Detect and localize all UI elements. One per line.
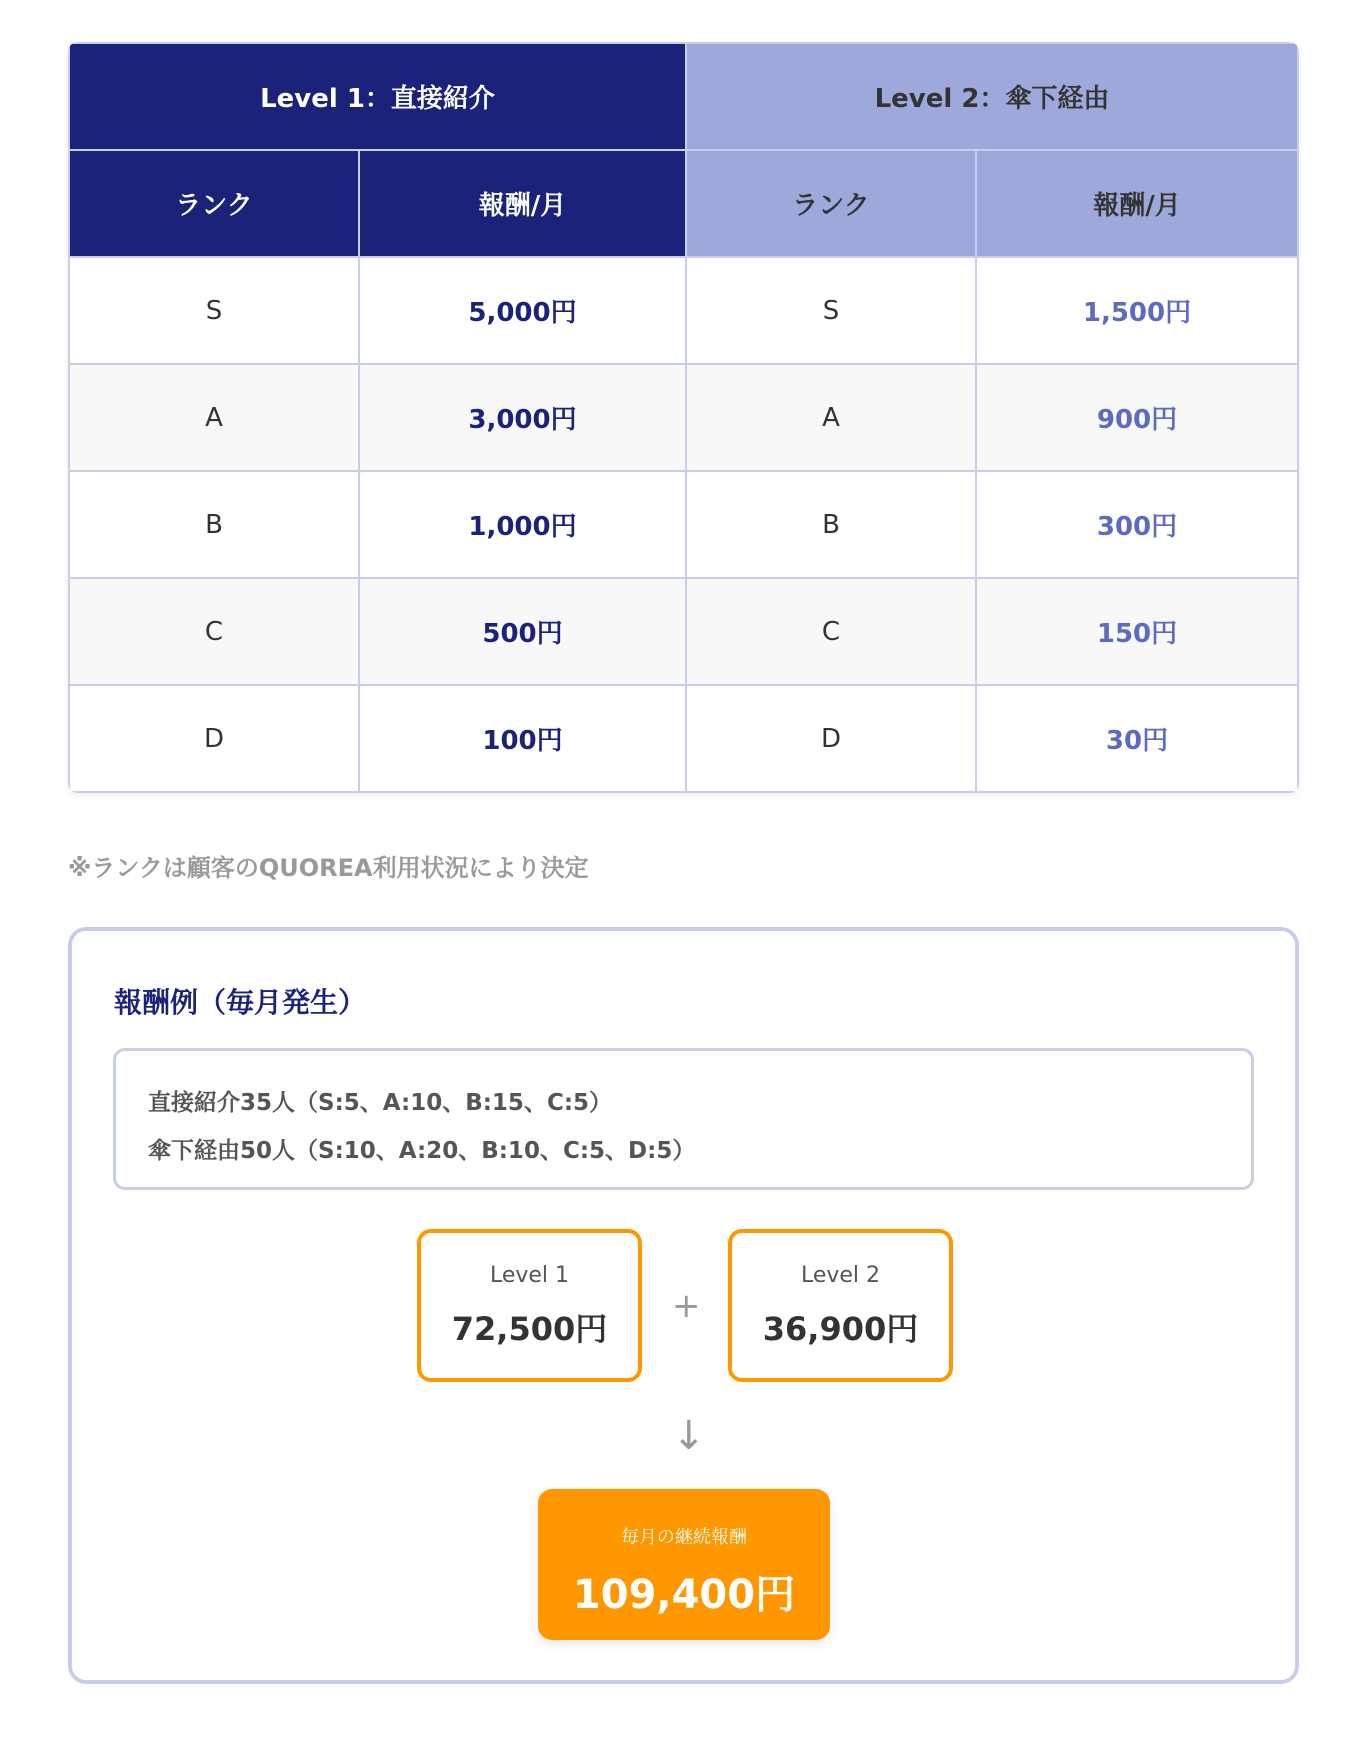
rank: C — [69, 578, 359, 685]
example-conditions — [113, 1048, 1254, 1190]
plus-icon: + — [672, 1286, 701, 1326]
rank: B — [686, 471, 976, 578]
rank: B — [69, 471, 359, 578]
level2-label: Level 2 — [800, 1263, 881, 1288]
arrow-down-icon: ↓ — [672, 1413, 706, 1459]
table-row — [69, 364, 1298, 471]
reward-table — [68, 42, 1299, 793]
level1-label: Level 1 — [489, 1263, 570, 1288]
rank: C — [686, 578, 976, 685]
rank: A — [686, 364, 976, 471]
l2-reward: 30円 — [976, 685, 1298, 792]
l1-reward: 100円 — [359, 685, 686, 792]
l2-reward: 300円 — [976, 471, 1298, 578]
rank: S — [686, 257, 976, 364]
rank: D — [69, 685, 359, 792]
table-row — [69, 685, 1298, 792]
l2-reward: 1,500円 — [976, 257, 1298, 364]
condition-line: 直接紹介35人（S:5、A:10、B:15、C:5） — [148, 1090, 613, 1116]
level1-value: 72,500円 — [451, 1310, 608, 1348]
col-rank: ランク — [686, 150, 976, 257]
rank: D — [686, 685, 976, 792]
col-reward: 報酬/月 — [359, 150, 686, 257]
level2-card — [728, 1229, 953, 1382]
table-row — [69, 257, 1298, 364]
l1-reward: 5,000円 — [359, 257, 686, 364]
example-box — [68, 927, 1299, 1684]
example-title: 報酬例（毎月発生） — [114, 986, 367, 1019]
col-rank: ランク — [69, 150, 359, 257]
l1-reward: 500円 — [359, 578, 686, 685]
l1-reward: 1,000円 — [359, 471, 686, 578]
total-label: 毎月の継続報酬 — [621, 1527, 747, 1548]
rank: A — [69, 364, 359, 471]
rank: S — [69, 257, 359, 364]
level2-header: Level 2：傘下経由 — [686, 43, 1298, 150]
level2-value: 36,900円 — [762, 1310, 919, 1348]
condition-line: 傘下経由50人（S:10、A:20、B:10、C:5、D:5） — [148, 1138, 696, 1164]
table-row — [69, 471, 1298, 578]
total-value: 109,400円 — [572, 1572, 796, 1618]
col-reward: 報酬/月 — [976, 150, 1298, 257]
level1-card — [417, 1229, 642, 1382]
table-row — [69, 578, 1298, 685]
l2-reward: 150円 — [976, 578, 1298, 685]
l2-reward: 900円 — [976, 364, 1298, 471]
level1-header: Level 1：直接紹介 — [69, 43, 686, 150]
rank-note: ※ランクは顧客のQUOREA利用状況により決定 — [68, 854, 589, 882]
l1-reward: 3,000円 — [359, 364, 686, 471]
total-card — [538, 1489, 830, 1640]
